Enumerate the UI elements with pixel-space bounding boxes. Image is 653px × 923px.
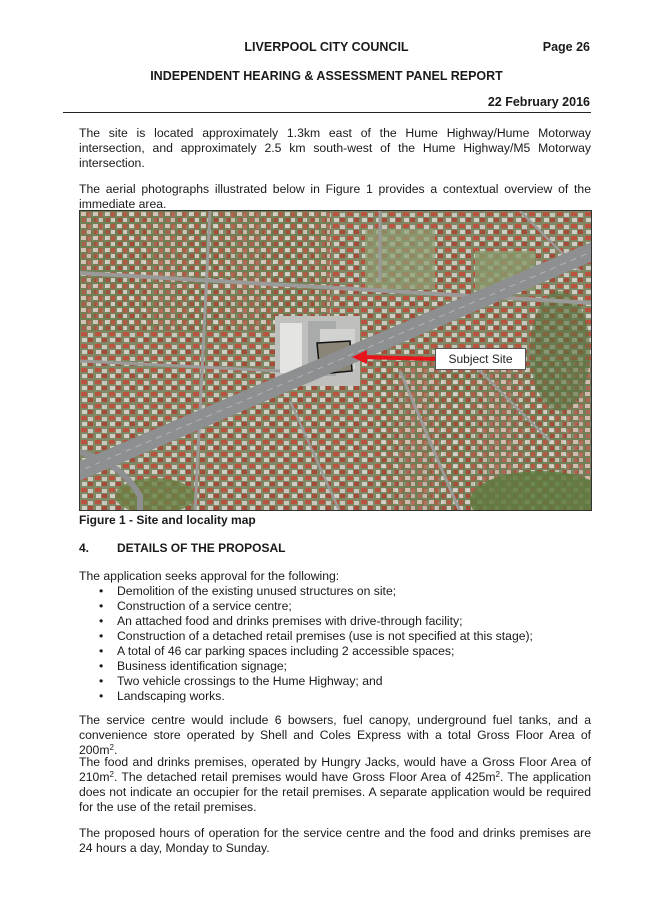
section-number: 4. <box>79 541 90 555</box>
proposal-intro: The application seeks approval for the following: <box>79 569 340 583</box>
header-divider <box>63 112 591 113</box>
list-item: • Business identification signage; <box>79 659 533 674</box>
aerial-intro-paragraph: The aerial photographs illustrated below in Figure 1 provides a contextual overview of the immediate area. <box>79 182 591 211</box>
page-number: Page 26 <box>542 40 590 54</box>
report-date: 22 February 2016 <box>487 95 590 109</box>
food-retail-paragraph: The food and drinks premises, operated by Hungry Jacks, would have a Gross Floor Area of $210m^2$. The detached retail premises would have Gross Floor Area of $425m^2$. The application does not indicate an occupier for the retail premises. A separate application would be required for the use of the retail premises. <box>79 755 591 814</box>
list-item: • A total of 46 car parking spaces including 2 accessible spaces; <box>79 644 533 659</box>
list-item: • Landscaping works. <box>79 689 533 704</box>
service-centre-paragraph: The service centre would include 6 bowsers, fuel canopy, underground fuel tanks, and a convenience store operated by Shell and Coles Express with a total Gross Floor Area of $200m^2$. <box>79 713 591 757</box>
section-heading <box>79 541 285 556</box>
aerial-map <box>79 210 592 511</box>
figure-caption: Figure 1 - Site and locality map <box>79 513 256 527</box>
list-item: • Construction of a detached retail premises (use is not specified at this stage); <box>79 629 533 644</box>
subject-site-callout: Subject Site <box>435 348 526 370</box>
list-item: • An attached food and drinks premises with drive-through facility; <box>79 614 533 629</box>
council-name: LIVERPOOL CITY COUNCIL <box>244 40 409 54</box>
list-item: • Two vehicle crossings to the Hume Highway; and <box>79 674 533 689</box>
list-item: • Construction of a service centre; <box>79 599 533 614</box>
report-title: INDEPENDENT HEARING & ASSESSMENT PANEL REPORT <box>150 69 503 83</box>
section-title: DETAILS OF THE PROPOSAL <box>117 541 286 555</box>
site-location-paragraph: The site is located approximately 1.3km east of the Hume Highway/Hume Motorway intersection, and approximately 2.5 km south-west of the Hume Highway/M5 Motorway intersection. <box>79 126 591 170</box>
operating-hours-paragraph: The proposed hours of operation for the service centre and the food and drinks premises are 24 hours a day, Monday to Sunday. <box>79 826 591 855</box>
list-item: • Demolition of the existing unused structures on site; <box>79 584 533 599</box>
proposal-list <box>79 584 533 704</box>
